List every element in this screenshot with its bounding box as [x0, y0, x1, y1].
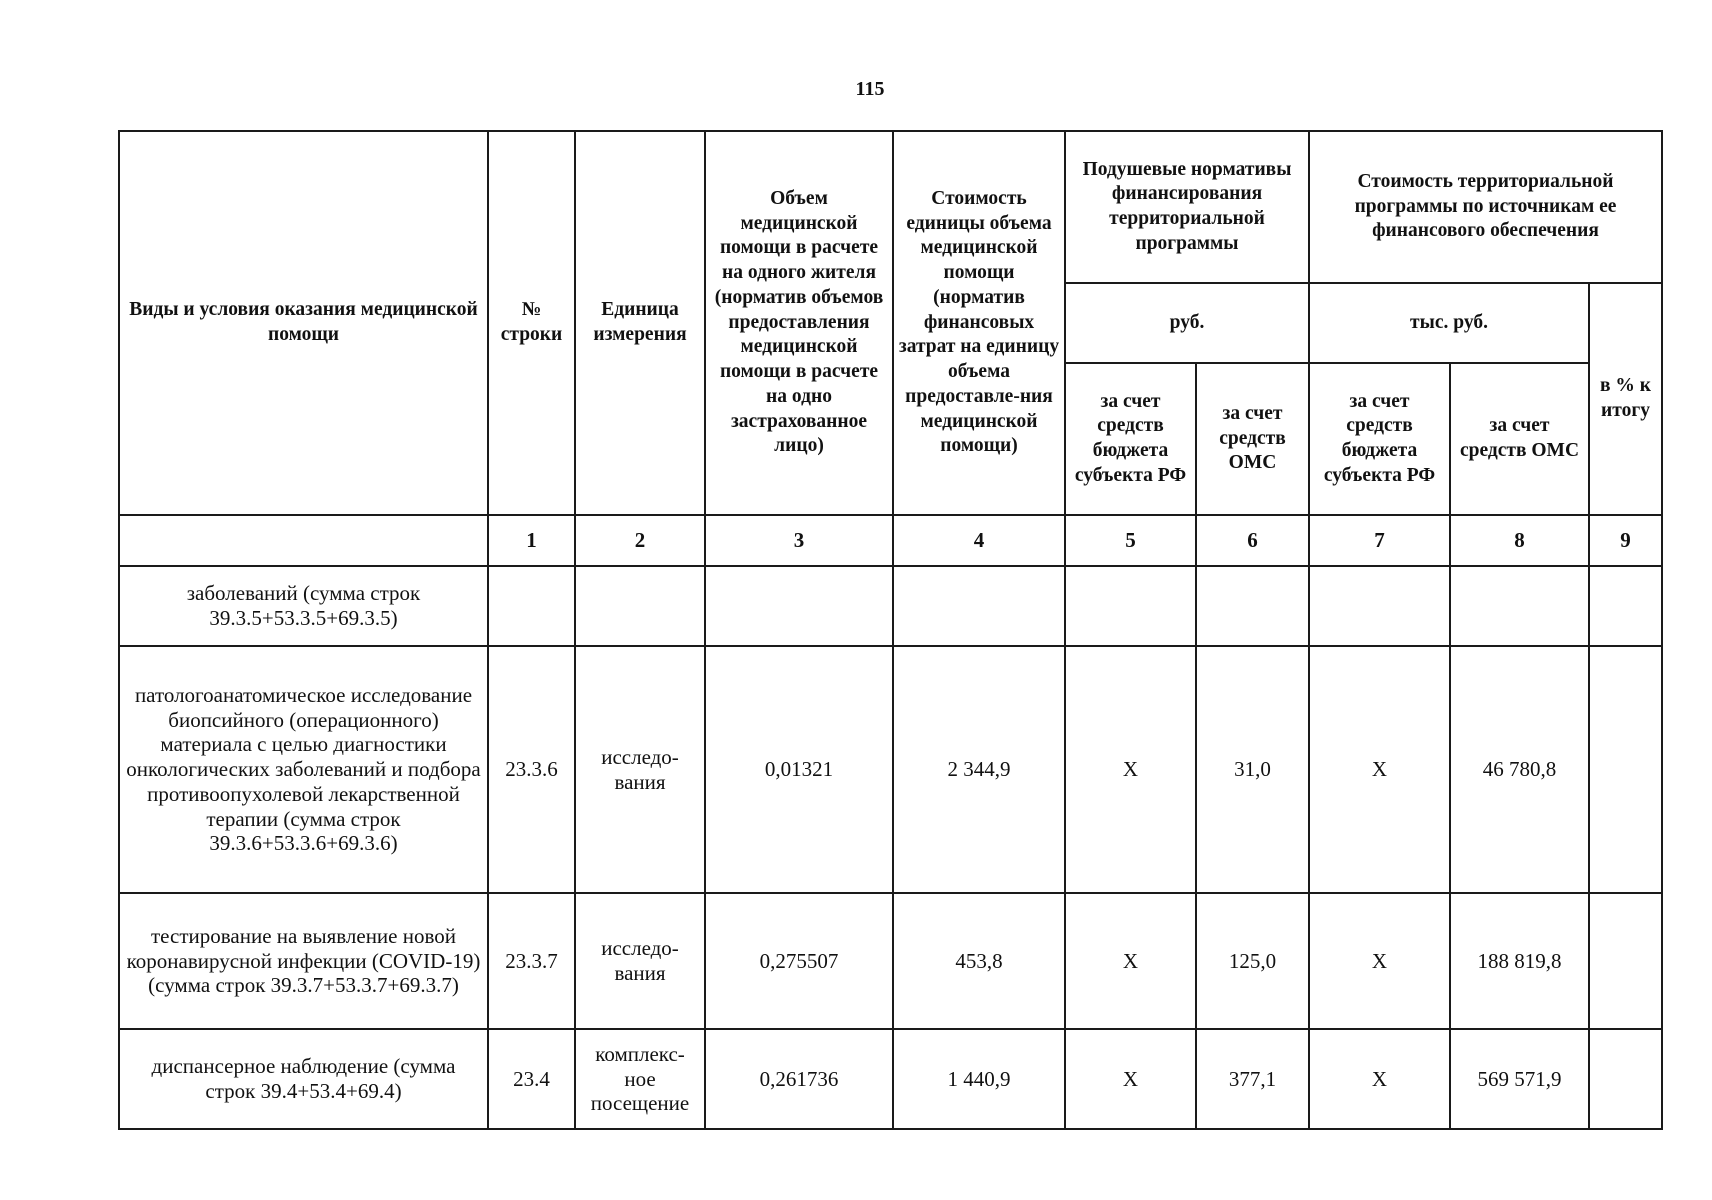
- row-c5: [1065, 566, 1196, 646]
- row-c6: 125,0: [1196, 893, 1309, 1029]
- row-volume: 0,261736: [705, 1029, 893, 1129]
- row-c5: Х: [1065, 646, 1196, 893]
- row-unit: исследо-вания: [575, 646, 705, 893]
- page-number: 115: [855, 78, 885, 100]
- column-number: 6: [1196, 515, 1309, 566]
- column-number: 2: [575, 515, 705, 566]
- row-cost: 2 344,9: [893, 646, 1065, 893]
- header-row-no: № строки: [488, 131, 575, 515]
- column-number: 7: [1309, 515, 1450, 566]
- header-territorial: Стоимость территориальной программы по источникам ее финансового обеспечения: [1309, 131, 1662, 283]
- column-number: 9: [1589, 515, 1662, 566]
- header-per-capita: Подушевые нормативы финансирования территориальной программы: [1065, 131, 1309, 283]
- row-kind: заболеваний (сумма строк 39.3.5+53.3.5+69.3.5): [119, 566, 488, 646]
- row-unit: исследо-вания: [575, 893, 705, 1029]
- row-c6: 31,0: [1196, 646, 1309, 893]
- row-unit: комплекс-ное посещение: [575, 1029, 705, 1129]
- row-c9: [1589, 1029, 1662, 1129]
- header-budget-rf-2: за счет средств бюджета субъекта РФ: [1309, 363, 1450, 515]
- header-oms-2: за счет средств ОМС: [1450, 363, 1589, 515]
- table-row: [119, 646, 1662, 893]
- table-row: [119, 1029, 1662, 1129]
- column-number: 3: [705, 515, 893, 566]
- header-unit: Единица измерения: [575, 131, 705, 515]
- table-row: [119, 566, 1662, 646]
- row-cost: [893, 566, 1065, 646]
- column-number: 5: [1065, 515, 1196, 566]
- row-kind: патологоанатомическое исследование биопсийного (операционного) материала с целью диагностики онкологических заболеваний и подбора противоопухолевой лекарственной терапии (сумма строк 39.3.6+53.3.6+69.3.6): [119, 646, 488, 893]
- row-number: [488, 566, 575, 646]
- header-oms-1: за счет средств ОМС: [1196, 363, 1309, 515]
- header-rub: руб.: [1065, 283, 1309, 363]
- column-number: [119, 515, 488, 566]
- header-thous-rub: тыс. руб.: [1309, 283, 1589, 363]
- row-c5: Х: [1065, 893, 1196, 1029]
- row-c8: [1450, 566, 1589, 646]
- row-volume: [705, 566, 893, 646]
- row-c6: [1196, 566, 1309, 646]
- column-number: 8: [1450, 515, 1589, 566]
- row-c8: 46 780,8: [1450, 646, 1589, 893]
- row-c7: Х: [1309, 893, 1450, 1029]
- row-number: 23.3.7: [488, 893, 575, 1029]
- header-kind: Виды и условия оказания медицинской помощи: [119, 131, 488, 515]
- row-unit: [575, 566, 705, 646]
- row-c9: [1589, 893, 1662, 1029]
- column-number: 4: [893, 515, 1065, 566]
- column-number: 1: [488, 515, 575, 566]
- row-c8: 188 819,8: [1450, 893, 1589, 1029]
- row-kind: диспансерное наблюдение (сумма строк 39.4+53.4+69.4): [119, 1029, 488, 1129]
- row-c5: Х: [1065, 1029, 1196, 1129]
- row-c7: Х: [1309, 1029, 1450, 1129]
- header-percent: в % к итогу: [1589, 283, 1662, 515]
- row-cost: 1 440,9: [893, 1029, 1065, 1129]
- row-c7: [1309, 566, 1450, 646]
- row-kind: тестирование на выявление новой коронавирусной инфекции (COVID-19) (сумма строк 39.3.7+53.3.7+69.3.7): [119, 893, 488, 1029]
- financing-table: [118, 130, 1663, 1130]
- header-budget-rf-1: за счет средств бюджета субъекта РФ: [1065, 363, 1196, 515]
- row-c9: [1589, 646, 1662, 893]
- row-number: 23.3.6: [488, 646, 575, 893]
- table-row: [119, 893, 1662, 1029]
- row-c7: Х: [1309, 646, 1450, 893]
- row-c8: 569 571,9: [1450, 1029, 1589, 1129]
- row-volume: 0,01321: [705, 646, 893, 893]
- row-number: 23.4: [488, 1029, 575, 1129]
- row-cost: 453,8: [893, 893, 1065, 1029]
- row-c9: [1589, 566, 1662, 646]
- row-volume: 0,275507: [705, 893, 893, 1029]
- column-number-row: [119, 515, 1662, 566]
- header-volume: Объем медицинской помощи в расчете на одного жителя (норматив объемов предоставления медицинской помощи в расчете на одно застрахованное лицо): [705, 131, 893, 515]
- row-c6: 377,1: [1196, 1029, 1309, 1129]
- header-cost: Стоимость единицы объема медицинской помощи (норматив финансовых затрат на единицу объема предоставле-ния медицинской помощи): [893, 131, 1065, 515]
